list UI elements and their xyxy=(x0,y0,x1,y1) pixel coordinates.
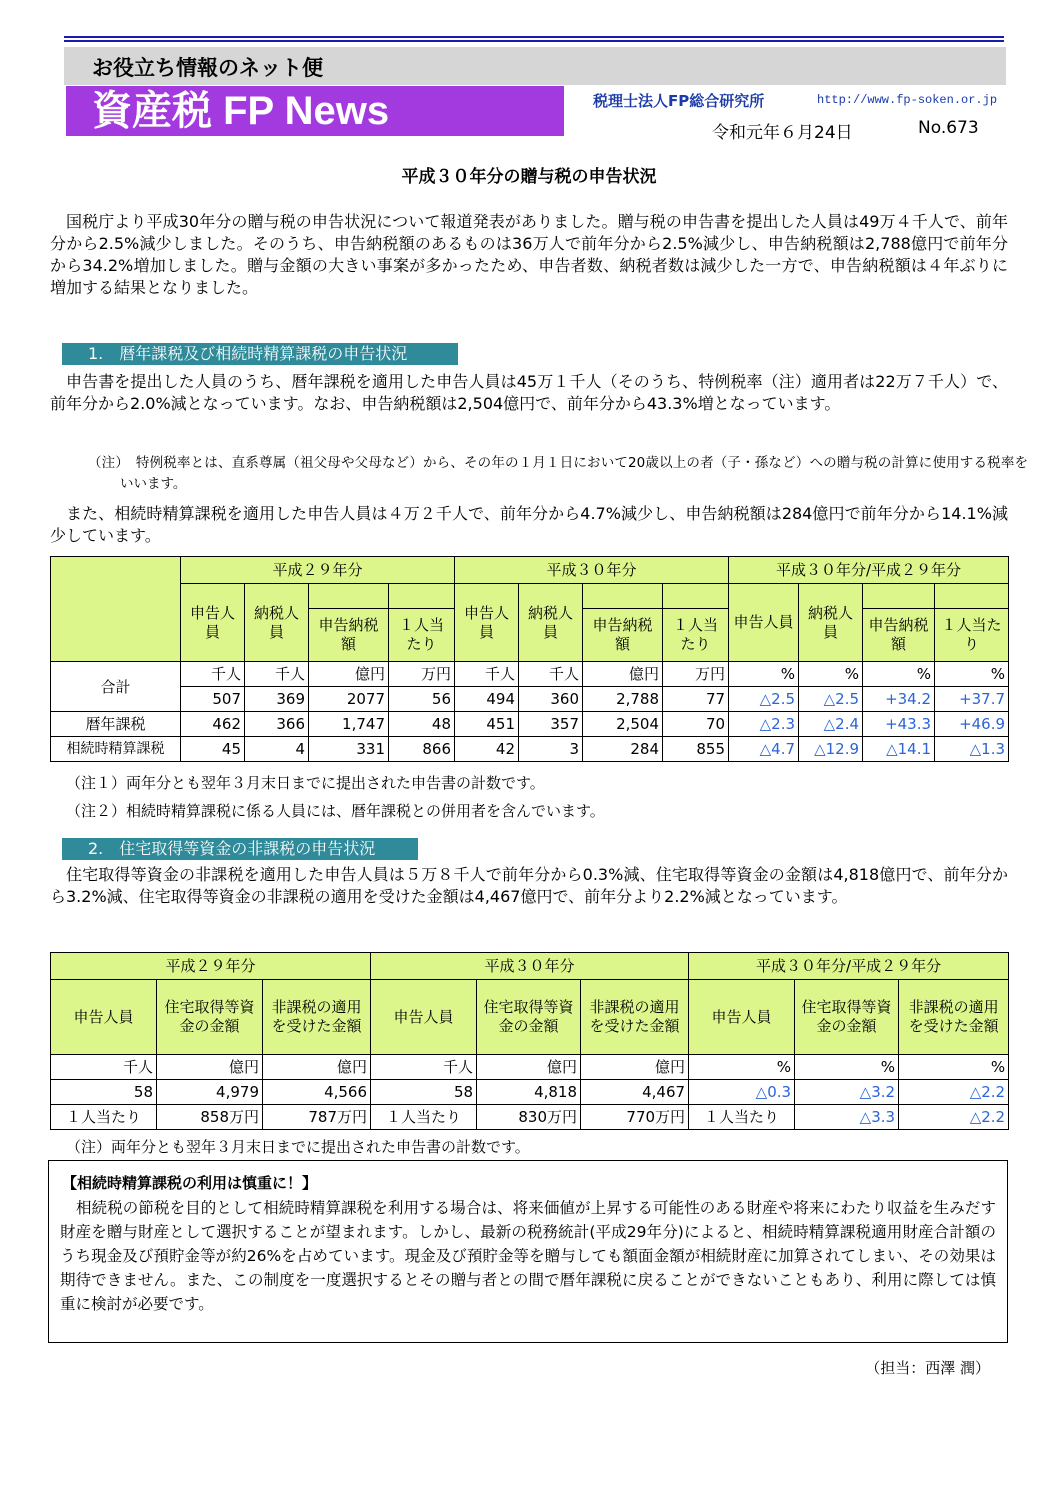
table-cell: +43.3 xyxy=(863,712,935,737)
group-header: 平成３０年分 xyxy=(455,557,729,584)
table-cell: 369 xyxy=(245,687,309,712)
table-cell: 42 xyxy=(455,737,519,762)
col-header: １人当たり xyxy=(663,609,729,662)
unit-cell: % xyxy=(795,1055,899,1080)
table-cell: △3.2 xyxy=(795,1080,899,1105)
table-cell: 3 xyxy=(519,737,583,762)
col-header: 申告人員 xyxy=(51,980,157,1055)
table-cell: △2.5 xyxy=(729,687,799,712)
unit-cell: 億円 xyxy=(309,662,389,687)
col-header: 非課税の適用を受けた金額 xyxy=(263,980,371,1055)
table-cell: 451 xyxy=(455,712,519,737)
col-header: 申告人員 xyxy=(371,980,477,1055)
table-cell: 830万円 xyxy=(477,1105,581,1130)
col-header: 住宅取得等資金の金額 xyxy=(477,980,581,1055)
unit-cell: 億円 xyxy=(477,1055,581,1080)
col-header: １人当たり xyxy=(389,609,455,662)
table-corner xyxy=(51,557,181,662)
table-cell: △2.5 xyxy=(799,687,863,712)
table-cell: △2.2 xyxy=(899,1105,1009,1130)
table-cell: 787万円 xyxy=(263,1105,371,1130)
table-cell: 4,979 xyxy=(157,1080,263,1105)
advisory-title: 【相続時精算課税の利用は慎重に！】 xyxy=(62,1174,318,1192)
table-cell: +34.2 xyxy=(863,687,935,712)
table-cell: 45 xyxy=(181,737,245,762)
table-cell: 2,788 xyxy=(583,687,663,712)
table2-note: （注）両年分とも翌年３月末日までに提出された申告書の計数です。 xyxy=(66,1138,530,1156)
unit-cell: 万円 xyxy=(389,662,455,687)
table-cell: １人当たり xyxy=(371,1105,477,1130)
col-header: 申告人員 xyxy=(689,980,795,1055)
table-cell: 858万円 xyxy=(157,1105,263,1130)
table-cell: 56 xyxy=(389,687,455,712)
table-cell: 2077 xyxy=(309,687,389,712)
gift-tax-table xyxy=(50,556,1009,762)
row-label: 暦年課税 xyxy=(51,712,181,737)
col-header: 申告人員 xyxy=(729,584,799,662)
section1-heading: 1. 暦年課税及び相続時精算課税の申告状況 xyxy=(62,343,458,365)
table-cell: 4,566 xyxy=(263,1080,371,1105)
table-cell: 4 xyxy=(245,737,309,762)
table-blank xyxy=(389,584,455,609)
table-cell: △2.3 xyxy=(729,712,799,737)
unit-cell: 千人 xyxy=(371,1055,477,1080)
unit-cell: 万円 xyxy=(663,662,729,687)
table-cell: 866 xyxy=(389,737,455,762)
table-cell: 770万円 xyxy=(581,1105,689,1130)
table-blank xyxy=(583,584,663,609)
section1-paragraph-2: また、相続時精算課税を適用した申告人員は４万２千人で、前年分から4.7%減少し、申告納税額は284億円で前年分から14.1%減少しています。 xyxy=(50,504,1008,545)
table1-note-2: （注２）相続時精算課税に係る人員には、暦年課税との併用者を含んでいます。 xyxy=(66,802,605,820)
document-title: 平成３０年分の贈与税の申告状況 xyxy=(401,167,657,187)
unit-cell: % xyxy=(863,662,935,687)
table-blank xyxy=(663,584,729,609)
table-cell: △14.1 xyxy=(863,737,935,762)
unit-cell: 億円 xyxy=(581,1055,689,1080)
col-header: 非課税の適用を受けた金額 xyxy=(899,980,1009,1055)
table-cell: 507 xyxy=(181,687,245,712)
unit-cell: 千人 xyxy=(51,1055,157,1080)
table-cell: 360 xyxy=(519,687,583,712)
issue-number: No.673 xyxy=(918,118,979,138)
unit-cell: % xyxy=(729,662,799,687)
issue-date: 令和元年６月24日 xyxy=(712,123,853,143)
unit-cell: 億円 xyxy=(583,662,663,687)
unit-cell: % xyxy=(899,1055,1009,1080)
table-blank xyxy=(863,584,935,609)
table-cell: 1,747 xyxy=(309,712,389,737)
table-row xyxy=(51,1105,1009,1130)
table-cell: 77 xyxy=(663,687,729,712)
row-label: 相続時精算課税 xyxy=(51,737,181,762)
table-row xyxy=(51,737,1009,762)
table-cell: △0.3 xyxy=(689,1080,795,1105)
unit-cell: 億円 xyxy=(263,1055,371,1080)
col-header: 納税人員 xyxy=(245,584,309,662)
table-cell: 48 xyxy=(389,712,455,737)
header-rule xyxy=(64,36,1004,44)
table-cell: 366 xyxy=(245,712,309,737)
organization-name: 税理士法人FP総合研究所 xyxy=(593,92,765,110)
header-tagline: お役立ち情報のネット便 xyxy=(92,56,323,80)
table-row xyxy=(51,687,1009,712)
col-header: 申告納税額 xyxy=(863,609,935,662)
table-cell: △1.3 xyxy=(935,737,1009,762)
newsletter-title: 資産税 FP News xyxy=(66,86,564,136)
table-cell: 494 xyxy=(455,687,519,712)
table-cell: △12.9 xyxy=(799,737,863,762)
group-header: 平成２９年分 xyxy=(181,557,455,584)
col-header: 住宅取得等資金の金額 xyxy=(157,980,263,1055)
table-cell: 855 xyxy=(663,737,729,762)
table-cell: １人当たり xyxy=(51,1105,157,1130)
author-credit: （担当：西澤 潤） xyxy=(865,1359,990,1377)
col-header: １人当たり xyxy=(935,609,1009,662)
section1-paragraph: 申告書を提出した人員のうち、暦年課税を適用した申告人員は45万１千人（そのうち、特例税率（注）適用者は22万７千人）で、前年分から2.0%減となっています。なお、申告納税額は2,504億円で、前年分から43.3%増となっています。 xyxy=(50,372,1008,413)
table-row xyxy=(51,1080,1009,1105)
table-cell: 4,467 xyxy=(581,1080,689,1105)
group-header: 平成３０年分 xyxy=(371,953,689,980)
unit-cell: % xyxy=(689,1055,795,1080)
housing-fund-table xyxy=(50,952,1009,1130)
table-blank xyxy=(309,584,389,609)
table-row xyxy=(51,712,1009,737)
table1-note-1: （注１）両年分とも翌年３月末日までに提出された申告書の計数です。 xyxy=(66,774,545,792)
col-header: 住宅取得等資金の金額 xyxy=(795,980,899,1055)
website-link[interactable]: http://www.fp-soken.or.jp xyxy=(817,93,998,107)
table-cell: △2.4 xyxy=(799,712,863,737)
table-cell: 58 xyxy=(51,1080,157,1105)
unit-cell: 千人 xyxy=(181,662,245,687)
unit-cell: 億円 xyxy=(157,1055,263,1080)
row-label: 合計 xyxy=(51,662,181,712)
table-cell: 331 xyxy=(309,737,389,762)
group-header: 平成３０年分/平成２９年分 xyxy=(729,557,1009,584)
col-header: 申告納税額 xyxy=(583,609,663,662)
table-cell: +46.9 xyxy=(935,712,1009,737)
group-header: 平成３０年分/平成２９年分 xyxy=(689,953,1009,980)
table-blank xyxy=(935,584,1009,609)
table-cell: １人当たり xyxy=(689,1105,795,1130)
col-header: 申告納税額 xyxy=(309,609,389,662)
table-cell: 58 xyxy=(371,1080,477,1105)
table-cell: 4,818 xyxy=(477,1080,581,1105)
col-header: 納税人員 xyxy=(519,584,583,662)
intro-paragraph: 国税庁より平成30年分の贈与税の申告状況について報道発表がありました。贈与税の申告書を提出した人員は49万４千人で、前年分から2.5%減少しました。そのうち、申告納税額のあるものは36万人で前年分から2.5%減少し、申告納税額は2,788億円で前年分から34.2%増加しました。贈与金額の大きい事案が多かったため、申告者数、納税者数は減少した一方で、申告納税額は４年ぶりに増加する結果となりました。 xyxy=(50,212,1008,297)
table-cell: 284 xyxy=(583,737,663,762)
section2-paragraph: 住宅取得等資金の非課税を適用した申告人員は５万８千人で前年分から0.3%減、住宅取得等資金の金額は4,818億円で、前年分から3.2%減、住宅取得等資金の非課税の適用を受けた金額は4,467億円で、前年分より2.2%減となっています。 xyxy=(50,865,1008,906)
table-cell: △2.2 xyxy=(899,1080,1009,1105)
table-cell: △4.7 xyxy=(729,737,799,762)
table-cell: 2,504 xyxy=(583,712,663,737)
table-cell: 70 xyxy=(663,712,729,737)
group-header: 平成２９年分 xyxy=(51,953,371,980)
unit-cell: 千人 xyxy=(519,662,583,687)
unit-cell: 千人 xyxy=(455,662,519,687)
col-header: 非課税の適用を受けた金額 xyxy=(581,980,689,1055)
unit-cell: % xyxy=(799,662,863,687)
table-cell: +37.7 xyxy=(935,687,1009,712)
unit-cell: 千人 xyxy=(245,662,309,687)
col-header: 申告人員 xyxy=(181,584,245,662)
table-cell: 462 xyxy=(181,712,245,737)
unit-cell: % xyxy=(935,662,1009,687)
col-header: 申告人員 xyxy=(455,584,519,662)
section1-footnote: （注） 特例税率とは、直系尊属（祖父母や父母など）から、その年の１月１日において20歳以上の者（子・孫など）への贈与税の計算に使用する税率をいいます。 xyxy=(88,455,1028,492)
table-cell: 357 xyxy=(519,712,583,737)
col-header: 納税人員 xyxy=(799,584,863,662)
section2-heading: 2. 住宅取得等資金の非課税の申告状況 xyxy=(62,838,418,860)
advisory-body: 相続税の節税を目的として相続時精算課税を利用する場合は、将来価値が上昇する可能性のある財産や将来にわたり収益を生みだす財産を贈与財産として選択することが望まれます。しかし、最新の税務統計(平成29年分)によると、相続時精算課税適用財産合計額のうち現金及び預貯金等が約26%を占めています。現金及び預貯金等を贈与しても額面金額が相続財産に加算されてしまい、その効果は期待できません。また、この制度を一度選択するとその贈与者との間で暦年課税に戻ることができないこともあり、利用に際しては慎重に検討が必要です。 xyxy=(60,1199,996,1313)
table-cell: △3.3 xyxy=(795,1105,899,1130)
